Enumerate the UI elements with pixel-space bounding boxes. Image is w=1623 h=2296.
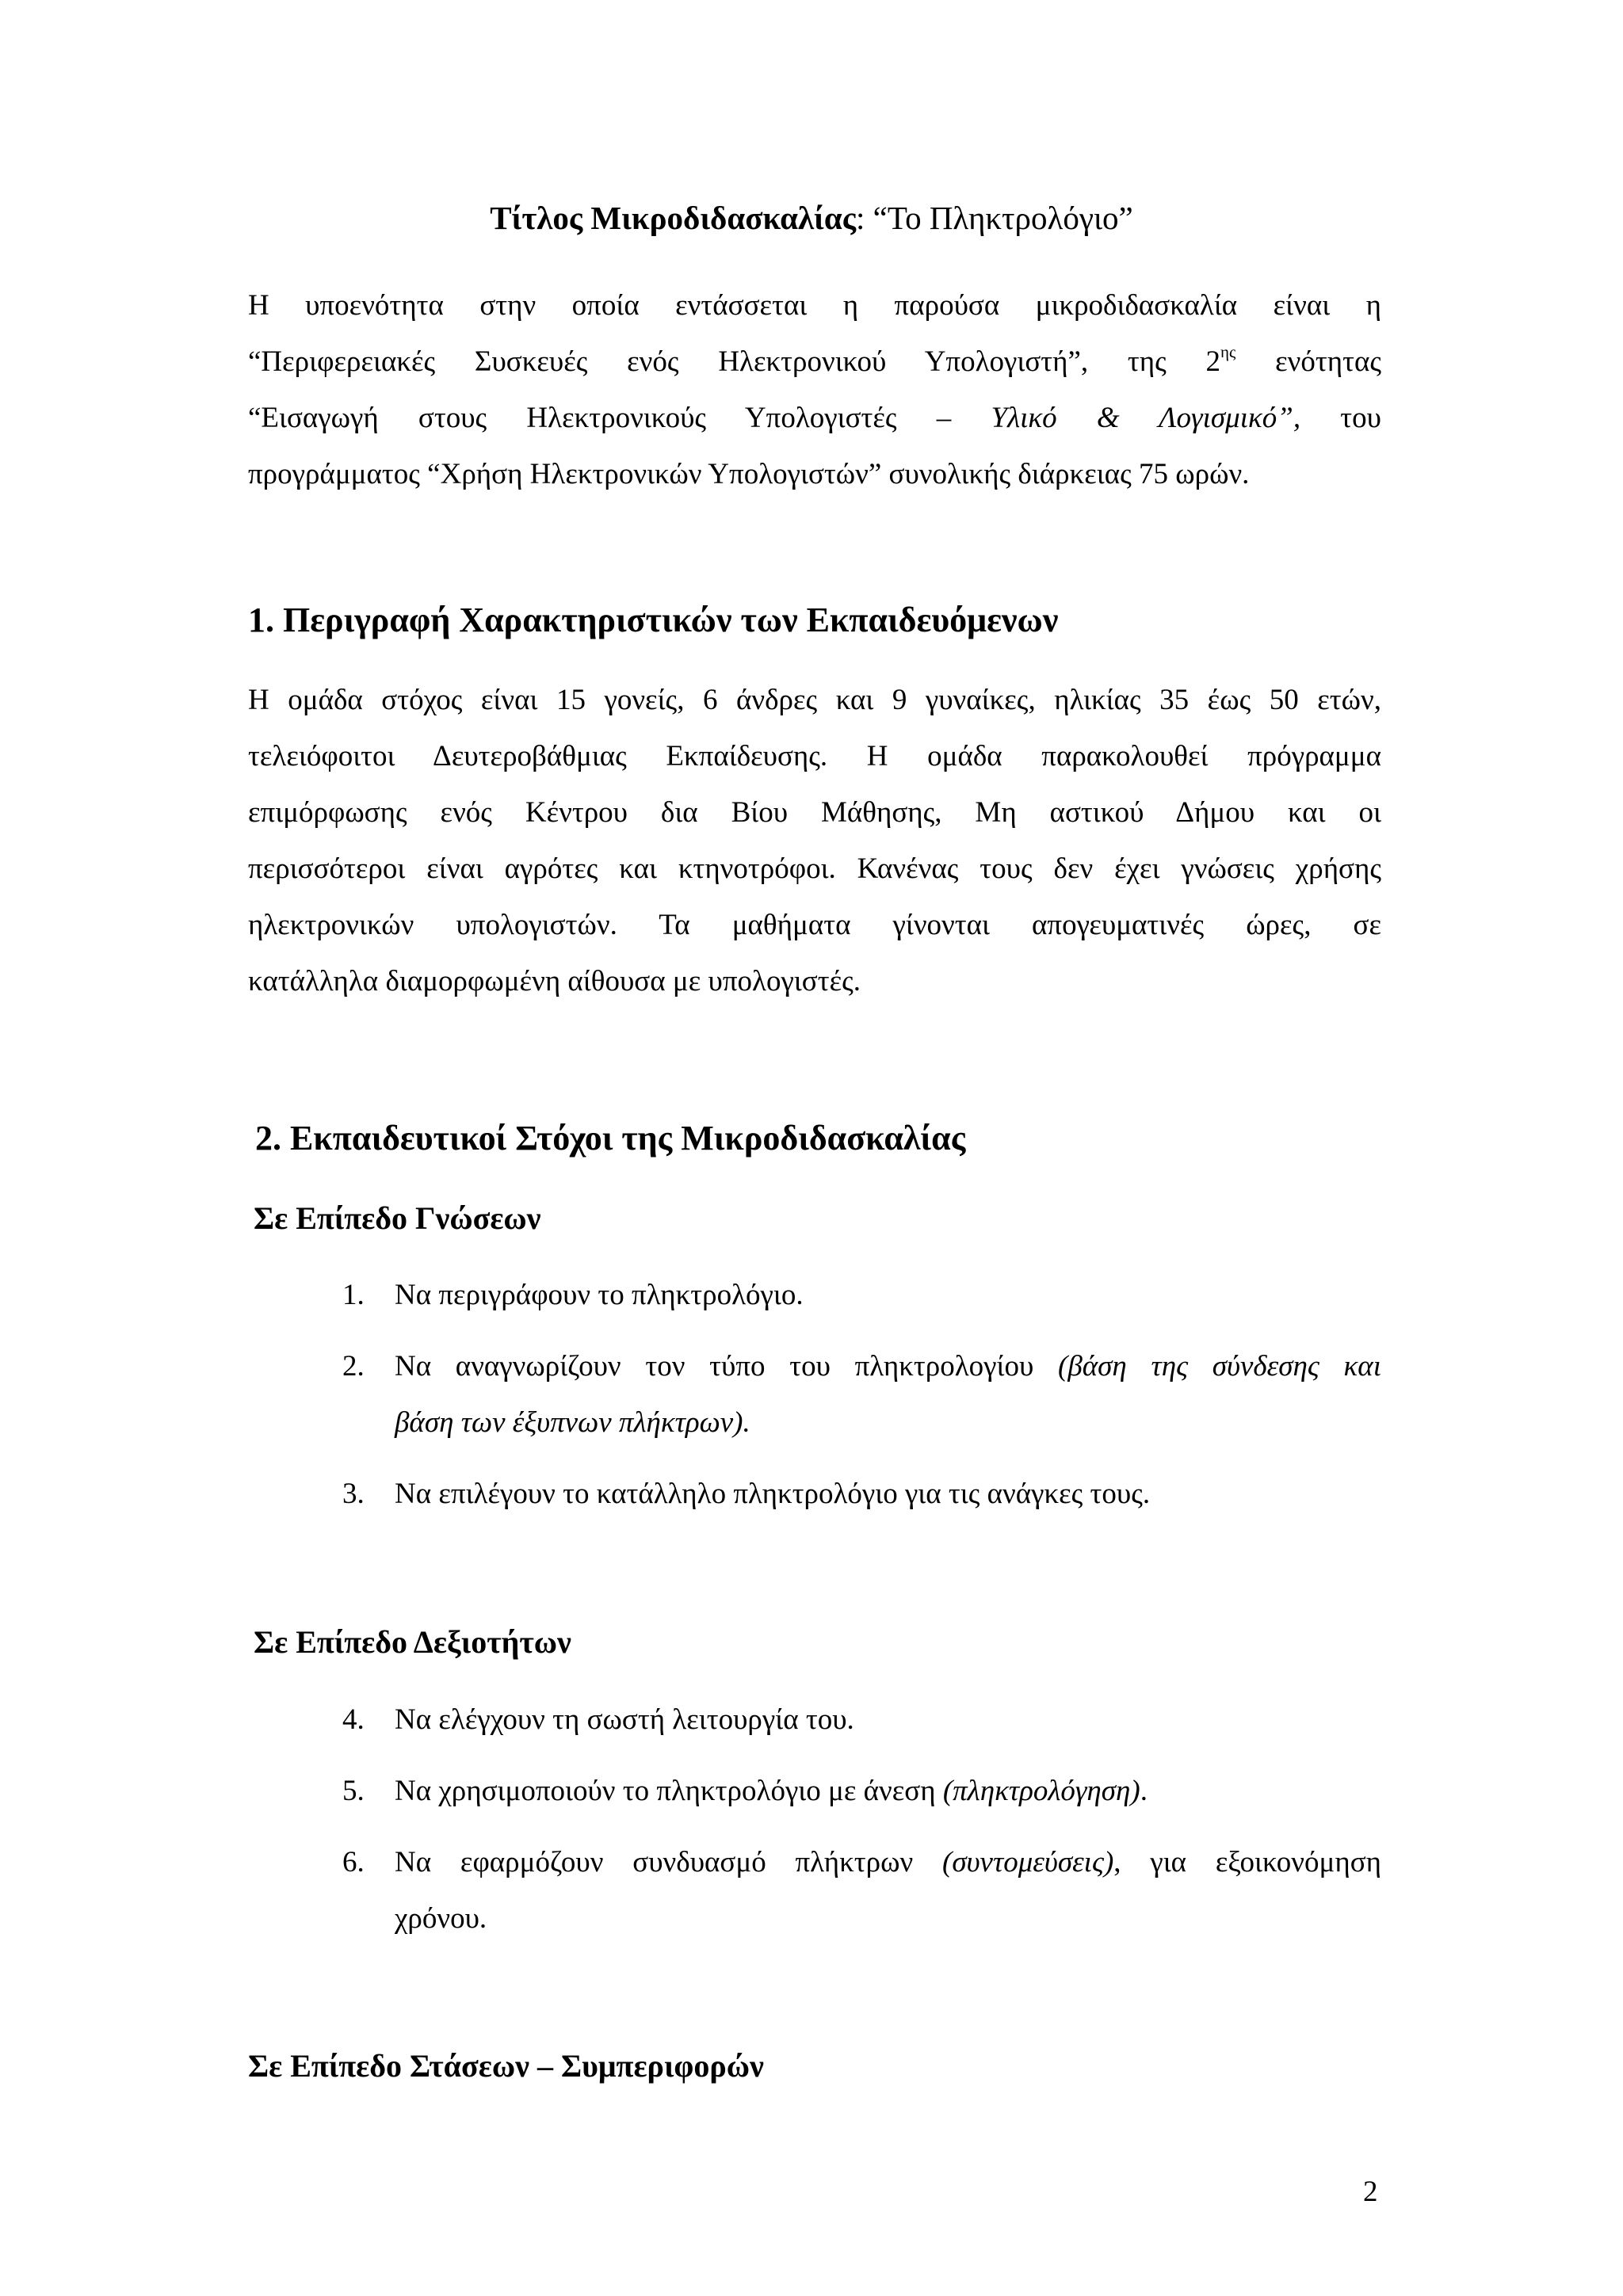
attitudes-heading: Σε Επίπεδο Στάσεων – Συμπεριφορών	[248, 2048, 764, 2084]
title-value: “Το Πληκτρολόγιο”	[873, 200, 1133, 236]
objective-number: 6.	[342, 1846, 365, 1878]
objective-text-continued: βάση των έξυπνων πλήκτρων).	[395, 1406, 750, 1439]
section-1-line: περισσότεροι είναι αγρότες και κτηνοτρόφοι. Κανένας τους δεν έχει γνώσεις χρήσης	[248, 852, 1381, 885]
page-number: 2	[1363, 2176, 1378, 2208]
intro-line-2: “Περιφερειακές Συσκευές ενός Ηλεκτρονικού Υπολογιστή”, της $2^{\eta\varsigma}$ ενότητας	[248, 342, 1381, 378]
intro-paragraph	[248, 277, 1381, 502]
objective-text: Να περιγράφουν το πληκτρολόγιο.	[395, 1279, 804, 1311]
objective-number: 1.	[342, 1279, 365, 1311]
objective-text: Να εφαρμόζουν συνδυασμό πλήκτρων (συντομεύσεις), για εξοικονόμηση	[395, 1846, 1381, 1878]
section-1-line: επιμόρφωσης ενός Κέντρου δια Βίου Μάθησης, Μη αστικού Δήμου και οι	[248, 796, 1381, 829]
section-1-line: ηλεκτρονικών υπολογιστών. Τα μαθήματα γίνονται απογευματινές ώρες, σε	[248, 909, 1381, 941]
intro-line-1: Η υποενότητα στην οποία εντάσσεται η παρούσα μικροδιδασκαλία είναι η	[248, 289, 1381, 322]
section-1-heading: 1. Περιγραφή Χαρακτηριστικών των Εκπαιδευόμενων	[248, 601, 1059, 639]
intro-italic: Υλικό & Λογισμικό”,	[991, 402, 1301, 434]
intro-line-3: “Εισαγωγή στους Ηλεκτρονικούς Υπολογιστές – Υλικό & Λογισμικό”, του	[248, 402, 1381, 434]
section-1-line: Η ομάδα στόχος είναι 15 γονείς, 6 άνδρες και 9 γυναίκες, ηλικίας 35 έως 50 ετών,	[248, 684, 1381, 716]
objective-text-continued: χρόνου.	[395, 1902, 487, 1935]
title-label: Τίτλος Μικροδιδασκαλίας	[490, 200, 856, 236]
objective-text: Να χρησιμοποιούν το πληκτρολόγιο με άνεση (πληκτρολόγηση).	[395, 1775, 1148, 1807]
objective-text: Να επιλέγουν το κατάλληλο πληκτρολόγιο για τις ανάγκες τους.	[395, 1478, 1151, 1510]
objective-number: 4.	[342, 1703, 365, 1736]
objective-text: Να αναγνωρίζουν τον τύπο του πληκτρολογίου (βάση της σύνδεσης και	[395, 1350, 1381, 1383]
intro-line-4: προγράμματος “Χρήση Ηλεκτρονικών Υπολογιστών” συνολικής διάρκειας 75 ωρών.	[248, 458, 1250, 490]
title-colon: :	[856, 200, 865, 236]
page-title	[0, 198, 1623, 238]
section-1-paragraph	[248, 672, 1381, 1009]
objective-number: 3.	[342, 1478, 365, 1510]
skills-heading: Σε Επίπεδο Δεξιοτήτων	[254, 1624, 571, 1660]
section-2-heading: 2. Εκπαιδευτικοί Στόχοι της Μικροδιδασκαλίας	[255, 1119, 966, 1158]
objective-text: Να ελέγχουν τη σωστή λειτουργία του.	[395, 1703, 854, 1736]
knowledge-heading: Σε Επίπεδο Γνώσεων	[254, 1200, 541, 1236]
intro-superscript: ης	[1220, 342, 1236, 361]
section-1-line: κατάλληλα διαμορφωμένη αίθουσα με υπολογιστές.	[248, 965, 861, 997]
section-1-line: τελειόφοιτοι Δευτεροβάθμιας Εκπαίδευσης. Η ομάδα παρακολουθεί πρόγραμμα	[248, 740, 1381, 772]
objective-number: 5.	[342, 1775, 365, 1807]
objective-number: 2.	[342, 1350, 365, 1383]
